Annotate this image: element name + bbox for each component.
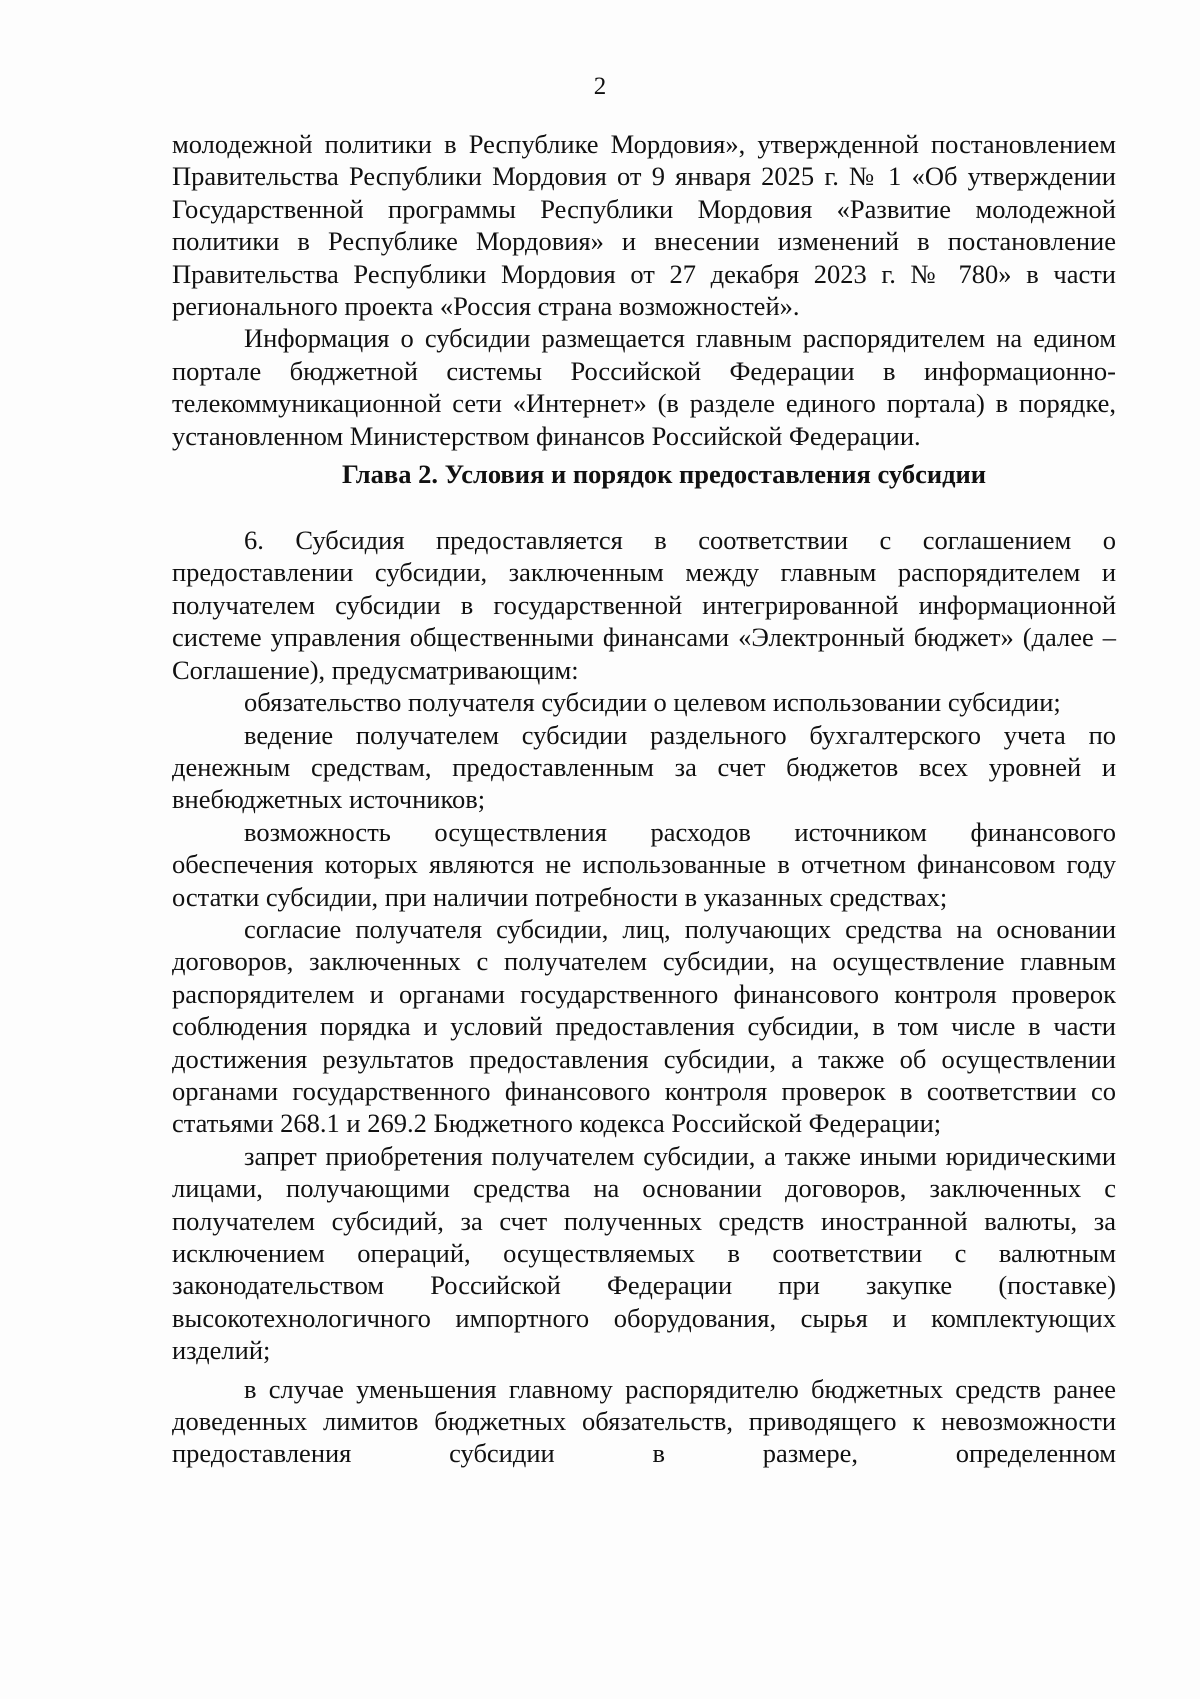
chapter-heading: Глава 2. Условия и порядок предоставления субсидии <box>341 459 987 490</box>
document-body <box>172 128 1116 1470</box>
paragraph-item-6: 6. Субсидия предоставляется в соответствии с соглашением о предоставлении субсидии, заключенным между главным распорядителем и получателем субсидии в государственной интегрированной информационной системе управления общественными финансами «Электронный бюджет» (далее – Соглашение), предусматривающим: <box>172 525 1116 685</box>
paragraph-residuals: возможность осуществления расходов источником финансового обеспечения которых являются не использованные в отчетном финансовом году остатки субсидии, при наличии потребности в указанных средствах; <box>172 816 1116 912</box>
page-number: 2 <box>593 73 607 100</box>
paragraph-consent: согласие получателя субсидии, лиц, получающих средства на основании договоров, заключенных с получателем субсидии, на осуществление главным распорядителем и органами государственного финансового контроля проверок соблюдения порядка и условий предоставления субсидии, в том числе в части достижения результатов предоставления субсидии, а также об осуществлении органами государственного финансового контроля проверок в соответствии со статьями 268.1 и 269.2 Бюджетного кодекса Российской Федерации; <box>172 913 1116 1139</box>
paragraph-continuation: молодежной политики в Республике Мордовия», утвержденной постановлением Правительства Республики Мордовия от 9 января 2025 г. № 1 «Об утверждении Государственной программы Республики Мордовия «Развитие молодежной политики в Республике Мордовия» и внесении изменений в постановление Правительства Республики Мордовия от 27 декабря 2023 г. № 780» в части регионального проекта «Россия страна возможностей». <box>172 129 1116 322</box>
paragraph-accounting: ведение получателем субсидии раздельного бухгалтерского учета по денежным средствам, предоставленным за счет бюджетов всех уровней и внебюджетных источников; <box>172 719 1116 815</box>
paragraph-limits-reduction: в случае уменьшения главному распорядителю бюджетных средств ранее доведенных лимитов бюджетных обязательств, приводящего к невозможности предоставления субсидии в размере, определенном <box>172 1373 1116 1469</box>
paragraph-currency-ban: запрет приобретения получателем субсидии, а также иными юридическими лицами, получающими средства на основании договоров, заключенных с получателем субсидий, за счет полученных средств иностранной валюты, за исключением операций, осуществляемых в соответствии с валютным законодательством Российской Федерации при закупке (поставке) высокотехнологичного импортного оборудования, сырья и комплектующих изделий; <box>172 1140 1116 1366</box>
paragraph-portal-info: Информация о субсидии размещается главным распорядителем на едином портале бюджетной системы Российской Федерации в информационно-телекоммуникационной сети «Интернет» (в разделе единого портала) в порядке, установленном Министерством финансов Российской Федерации. <box>172 323 1116 451</box>
paragraph-obligation: обязательство получателя субсидии о целевом использовании субсидии; <box>244 687 1061 718</box>
